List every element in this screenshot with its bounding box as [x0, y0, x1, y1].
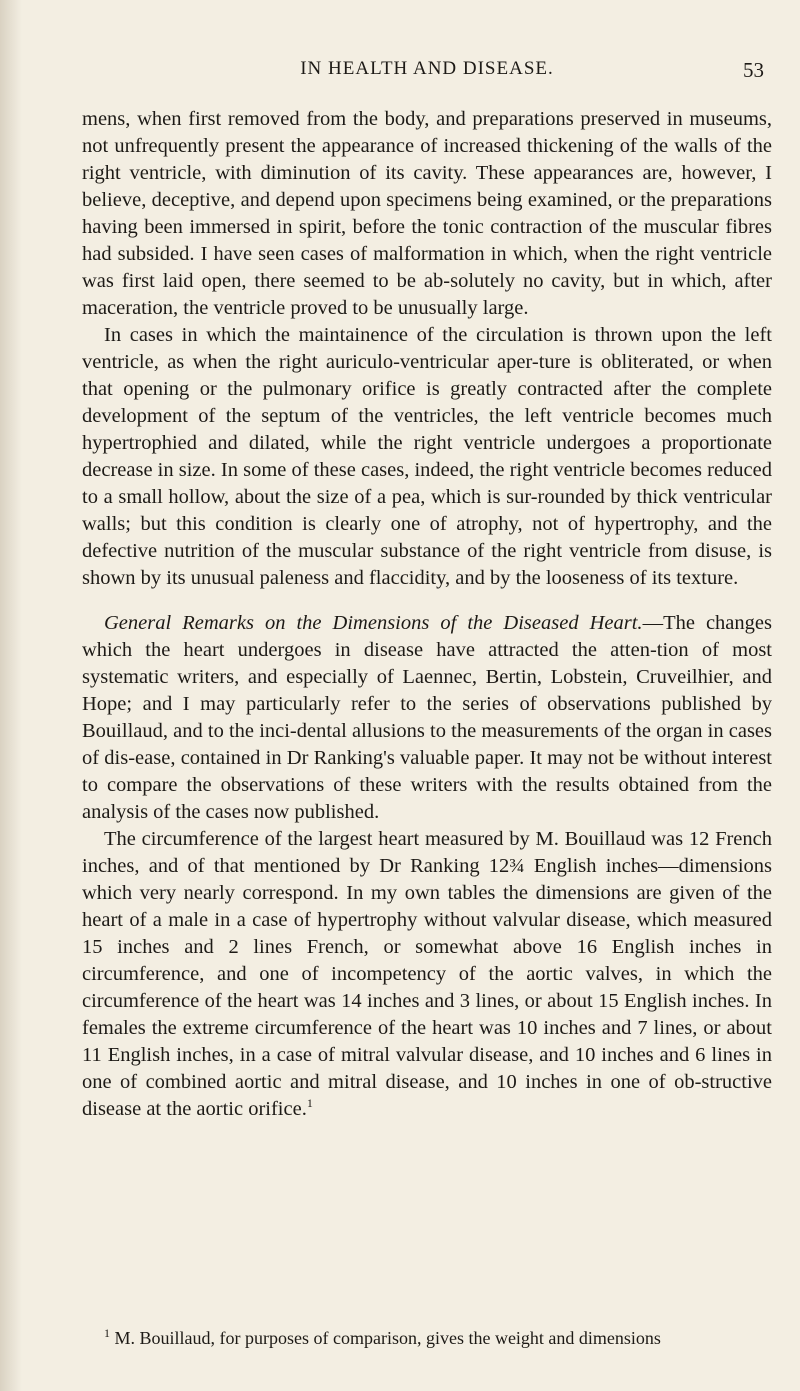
page-number: 53 [743, 58, 764, 82]
footnote-text: M. Bouillaud, for purposes of comparison, gives the weight and dimensions [114, 1328, 661, 1348]
paragraph-4-text: The circumference of the largest heart measured by M. Bouillaud was 12 French inches, and of that mentioned by Dr Ranking 12¾ English inches—dimensions which very nearly correspond. In my own tables the dimensions are given of the heart of a male in a case of hypertrophy without valvular disease, which measured 15 inches and 2 lines French, or somewhat above 16 English inches in circumference, and one of incompetency of the aortic valves, in which the circumference of the heart was 14 inches and 3 lines, or about 15 English inches. In females the extreme circumference of the heart was 10 inches and 7 lines, or about 11 English inches, in a case of mitral valvular disease, and 10 inches and 6 lines in one of combined aortic and mitral disease, and 10 inches in one of ob-structive disease at the aortic orifice. [82, 828, 772, 1120]
paragraph-2: In cases in which the maintainence of the circulation is thrown upon the left ventricle, as when the right auriculo-ventricular aper-ture is obliterated, or when that opening or the pulmonary orifice is greatly contracted after the complete development of the septum of the ventricles, the left ventricle becomes much hypertrophied and dilated, while the right ventricle undergoes a proportionate decrease in size. In some of these cases, indeed, the right ventricle becomes reduced to a small hollow, about the size of a pea, which is sur-rounded by thick ventricular walls; but this condition is clearly one of atrophy, not of hypertrophy, and the defective nutrition of the muscular substance of the right ventricle from disuse, is shown by its unusual paleness and flaccidity, and by the looseness of its texture. [82, 324, 772, 589]
footnote-reference: 1 [306, 1096, 313, 1111]
paragraph-3 [82, 610, 772, 826]
footnote-marker: 1 [104, 1326, 110, 1340]
page-gutter-shadow [0, 0, 22, 1391]
paragraph-4 [82, 826, 772, 1123]
paragraph-3-text: —The changes which the heart undergoes in disease have attracted the atten-tion of most systematic writers, and especially of Laennec, Bertin, Lobstein, Cruveilhier, and Hope; and I may particularly refer to the series of observations published by Bouillaud, and to the inci-dental allusions to the measurements of the organ in cases of dis-ease, contained in Dr Ranking's valuable paper. It may not be without interest to compare the observations of these writers with the results obtained from the analysis of the cases now published. [82, 612, 772, 823]
body-text [82, 106, 772, 1123]
running-head: IN HEALTH AND DISEASE. [300, 58, 554, 79]
section-title: General Remarks on the Dimensions of the Diseased Heart. [104, 612, 643, 634]
page-header [82, 58, 772, 88]
paragraph-1: mens, when first removed from the body, and preparations preserved in museums, not unfrequently present the appearance of increased thickening of the walls of the right ventricle, with diminution of its cavity. These appearances are, however, I believe, deceptive, and depend upon specimens being examined, or the preparations having been immersed in spirit, before the tonic contraction of the muscular fibres had subsided. I have seen cases of malformation in which, when the right ventricle was first laid open, there seemed to be ab-solutely no cavity, but in which, after maceration, the ventricle proved to be unusually large. [82, 108, 772, 319]
footnote [82, 1326, 772, 1350]
section-gap [82, 592, 772, 610]
